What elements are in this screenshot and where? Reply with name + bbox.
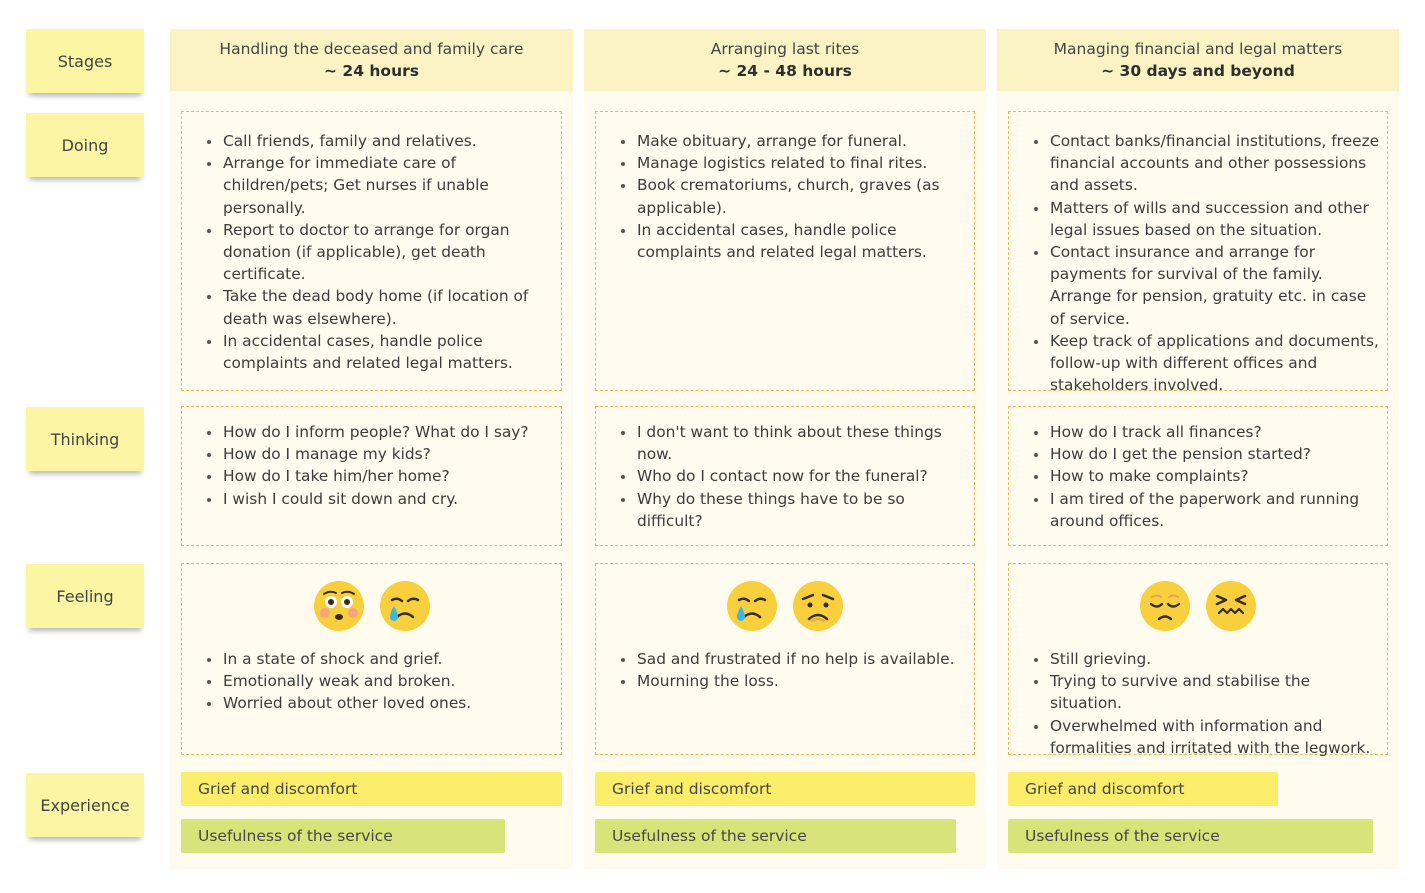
feeling-box: [595, 563, 975, 755]
feeling-emojis: [182, 580, 561, 632]
list-item: Keep track of applications and documents, follow-up with different offices and stakeholders involved.: [1032, 330, 1381, 397]
crying-face-icon: [379, 580, 431, 632]
list-item: Worried about other loved ones.: [205, 692, 547, 714]
stage-column-1: [170, 29, 573, 869]
stage-title: Managing financial and legal matters: [1053, 40, 1343, 58]
list-item: Arrange for immediate care of children/pets; Get nurses if unable personally.: [205, 152, 547, 219]
row-label-thinking: Thinking: [26, 407, 144, 471]
stage-header: [584, 29, 986, 91]
grief-label: Grief and discomfort: [198, 780, 358, 798]
row-label-stages: Stages: [26, 29, 144, 93]
grief-label: Grief and discomfort: [1025, 780, 1185, 798]
list-item: In a state of shock and grief.: [205, 648, 547, 670]
usefulness-label: Usefulness of the service: [1025, 827, 1220, 845]
list-item: Book crematoriums, church, graves (as applicable).: [619, 174, 960, 218]
grief-bar: [595, 772, 975, 806]
thinking-box: [595, 406, 975, 546]
doing-box: [595, 111, 975, 391]
thinking-list: [619, 421, 964, 532]
list-item: Trying to survive and stabilise the situation.: [1032, 670, 1373, 714]
list-item: Contact banks/financial institutions, freeze financial accounts and other possessions and assets.: [1032, 130, 1381, 197]
frustrated-face-icon: [1205, 580, 1257, 632]
row-label-feeling: Feeling: [26, 564, 144, 628]
list-item: Report to doctor to arrange for organ donation (if applicable), get death certificate.: [205, 219, 547, 286]
list-item: I wish I could sit down and cry.: [205, 488, 547, 510]
feeling-emojis: [1009, 580, 1387, 632]
stage-duration: ~ 24 - 48 hours: [718, 62, 852, 80]
feeling-list: [619, 648, 960, 692]
list-item: In accidental cases, handle police complaints and related legal matters.: [619, 219, 960, 263]
doing-list: [619, 130, 960, 263]
feeling-list: [1032, 648, 1373, 759]
usefulness-label: Usefulness of the service: [612, 827, 807, 845]
stage-duration: ~ 30 days and beyond: [1101, 62, 1295, 80]
row-label-experience: Experience: [26, 773, 144, 837]
feeling-box: [1008, 563, 1388, 755]
stage-duration: ~ 24 hours: [324, 62, 419, 80]
grief-bar: [1008, 772, 1278, 806]
list-item: Sad and frustrated if no help is available.: [619, 648, 960, 670]
grief-label: Grief and discomfort: [612, 780, 772, 798]
list-item: Make obituary, arrange for funeral.: [619, 130, 960, 152]
list-item: I am tired of the paperwork and running around offices.: [1032, 488, 1373, 532]
worried-face-icon: [792, 580, 844, 632]
list-item: Who do I contact now for the funeral?: [619, 465, 964, 487]
list-item: Matters of wills and succession and other legal issues based on the situation.: [1032, 197, 1381, 241]
list-item: How do I track all finances?: [1032, 421, 1373, 443]
list-item: Manage logistics related to final rites.: [619, 152, 960, 174]
list-item: How do I manage my kids?: [205, 443, 547, 465]
stage-title: Arranging last rites: [710, 40, 860, 58]
feeling-emojis: [596, 580, 974, 632]
stage-header: [997, 29, 1399, 91]
usefulness-bar: [595, 819, 956, 853]
list-item: Still grieving.: [1032, 648, 1373, 670]
row-label-doing: Doing: [26, 113, 144, 177]
thinking-list: [1032, 421, 1373, 532]
stage-title: Handling the deceased and family care: [219, 40, 524, 58]
stage-column-2: [584, 29, 986, 869]
stage-header: [170, 29, 573, 91]
list-item: Overwhelmed with information and formalities and irritated with the legwork.: [1032, 715, 1373, 759]
thinking-box: [181, 406, 562, 546]
sad-face-icon: [1139, 580, 1191, 632]
list-item: Emotionally weak and broken.: [205, 670, 547, 692]
doing-box: [1008, 111, 1388, 395]
list-item: How do I inform people? What do I say?: [205, 421, 547, 443]
list-item: I don't want to think about these things now.: [619, 421, 964, 465]
list-item: How do I get the pension started?: [1032, 443, 1373, 465]
doing-list: [1032, 130, 1381, 396]
thinking-list: [205, 421, 547, 510]
list-item: Take the dead body home (if location of death was elsewhere).: [205, 285, 547, 329]
list-item: Why do these things have to be so difficult?: [619, 488, 964, 532]
doing-box: [181, 111, 562, 391]
list-item: How to make complaints?: [1032, 465, 1373, 487]
list-item: Contact insurance and arrange for payments for survival of the family. Arrange for pension, gratuity etc. in case of service.: [1032, 241, 1381, 330]
stage-column-3: [997, 29, 1399, 869]
crying-face-icon: [726, 580, 778, 632]
list-item: How do I take him/her home?: [205, 465, 547, 487]
list-item: In accidental cases, handle police complaints and related legal matters.: [205, 330, 547, 374]
list-item: Call friends, family and relatives.: [205, 130, 547, 152]
usefulness-bar: [1008, 819, 1373, 853]
feeling-box: [181, 563, 562, 755]
grief-bar: [181, 772, 562, 806]
list-item: Mourning the loss.: [619, 670, 960, 692]
feeling-list: [205, 648, 547, 715]
shocked-face-icon: [313, 580, 365, 632]
usefulness-bar: [181, 819, 505, 853]
doing-list: [205, 130, 547, 374]
thinking-box: [1008, 406, 1388, 546]
usefulness-label: Usefulness of the service: [198, 827, 393, 845]
